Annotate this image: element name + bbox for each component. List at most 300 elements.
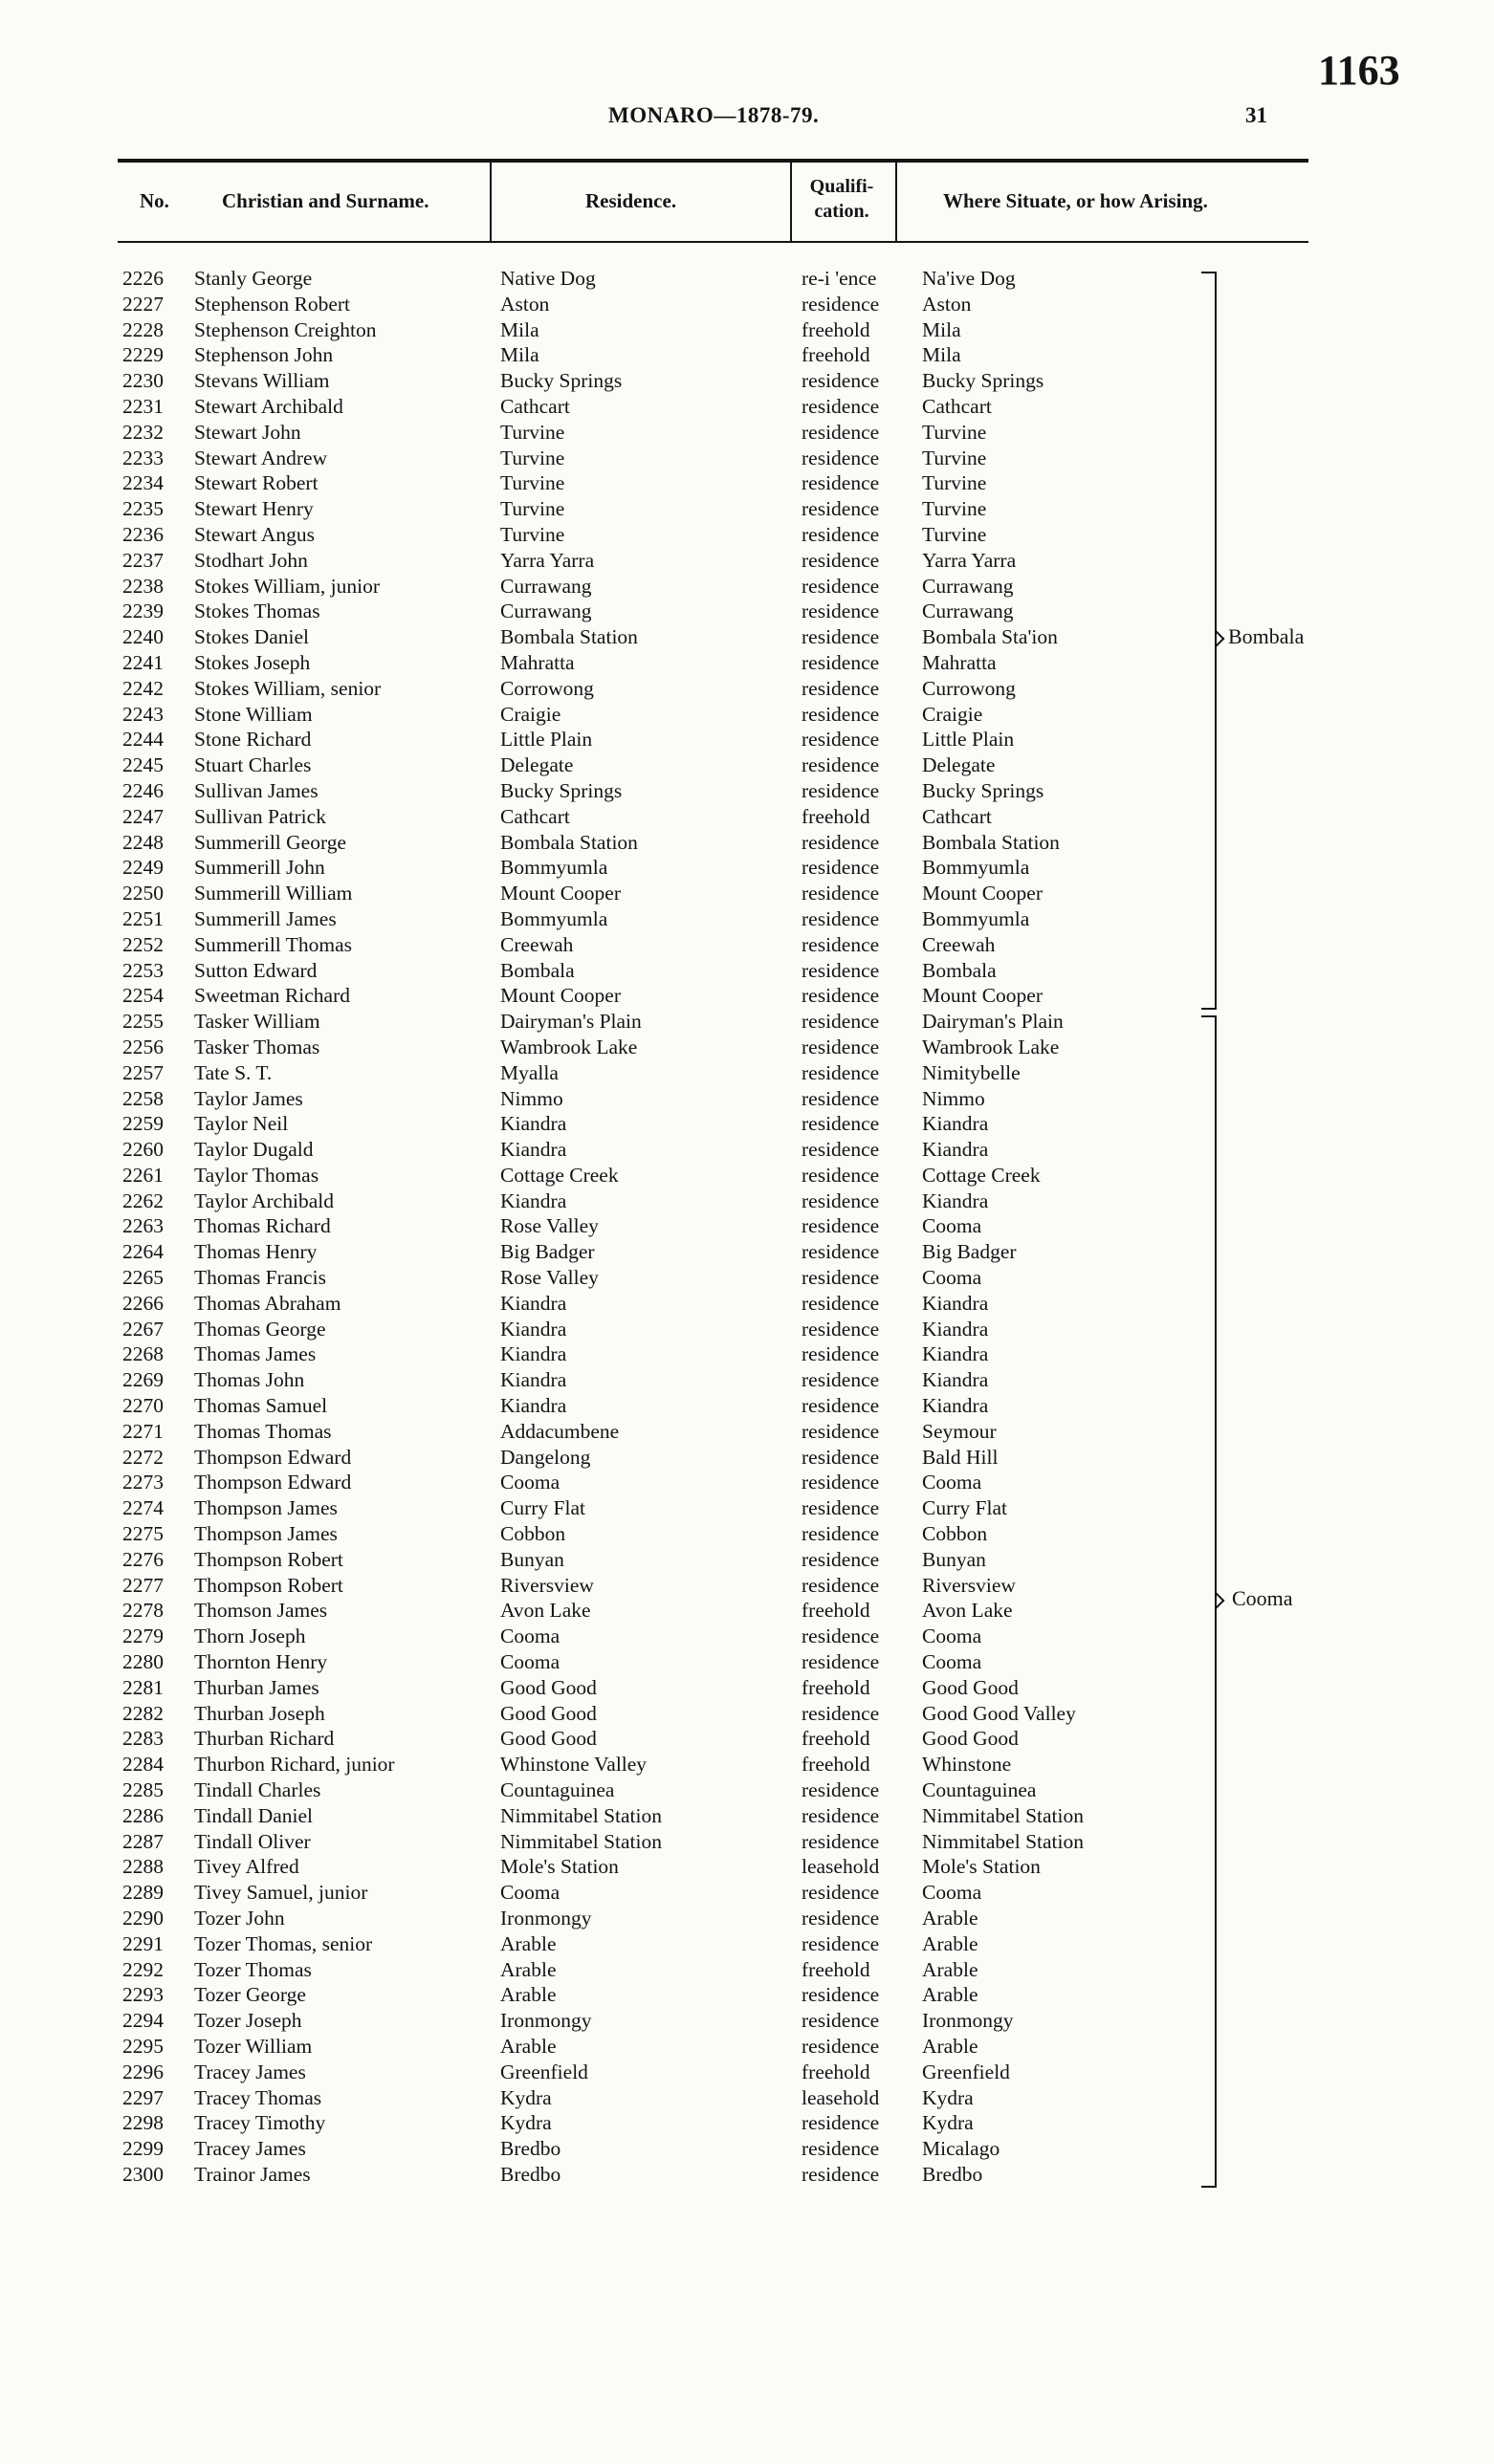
entry-number: 2293 xyxy=(122,1983,164,2007)
entry-number: 2266 xyxy=(122,1291,164,1315)
entry-number: 2228 xyxy=(122,317,164,341)
entry-qualification: residence xyxy=(802,1983,880,2007)
entry-name: Stephenson Creighton xyxy=(194,317,377,341)
entry-name: Summerill George xyxy=(194,830,347,854)
entry-name: Tracey Timothy xyxy=(194,2111,326,2135)
entry-where-situate: Craigie xyxy=(922,702,983,726)
table-row xyxy=(0,1419,1494,1445)
entry-qualification: residence xyxy=(802,1907,880,1930)
table-row xyxy=(0,1137,1494,1163)
table-row xyxy=(0,292,1494,317)
entry-name: Stevans William xyxy=(194,369,330,393)
entry-name: Tindall Oliver xyxy=(194,1829,311,1853)
entry-where-situate: Little Plain xyxy=(922,728,1015,752)
entry-number: 2267 xyxy=(122,1317,164,1341)
entry-name: Stephenson Robert xyxy=(194,292,351,316)
entry-residence: Kiandra xyxy=(500,1394,567,1418)
column-header-name: Christian and Surname. xyxy=(222,189,429,212)
table-row xyxy=(0,1906,1494,1931)
entry-where-situate: Good Good xyxy=(922,1727,1019,1751)
entry-qualification: residence xyxy=(802,1291,880,1315)
entry-qualification: residence xyxy=(802,292,880,316)
entry-residence: Cooma xyxy=(500,1881,560,1905)
entry-number: 2297 xyxy=(122,2085,164,2109)
entry-number: 2246 xyxy=(122,778,164,802)
entry-residence: Big Badger xyxy=(500,1240,595,1264)
entry-name: Tindall Daniel xyxy=(194,1803,314,1827)
entry-residence: Avon Lake xyxy=(500,1599,591,1623)
entry-name: Thorn Joseph xyxy=(194,1624,306,1648)
entry-where-situate: Arable xyxy=(922,1931,978,1955)
entry-residence: Good Good xyxy=(500,1675,597,1699)
entry-residence: Kiandra xyxy=(500,1291,567,1315)
entry-where-situate: Nimmitabel Station xyxy=(922,1829,1084,1853)
entry-residence: Creewah xyxy=(500,932,574,956)
entry-residence: Kiandra xyxy=(500,1188,567,1212)
entry-qualification: residence xyxy=(802,1624,880,1648)
entry-qualification: residence xyxy=(802,1573,880,1597)
table-row xyxy=(0,1009,1494,1035)
entry-number: 2237 xyxy=(122,548,164,572)
table-row xyxy=(0,574,1494,600)
entry-name: Stewart John xyxy=(194,420,301,444)
entry-residence: Dangelong xyxy=(500,1445,591,1469)
entry-where-situate: Mount Cooper xyxy=(922,882,1044,905)
entry-number: 2262 xyxy=(122,1188,164,1212)
entry-residence: Aston xyxy=(500,292,550,316)
entry-number: 2261 xyxy=(122,1163,164,1187)
entry-residence: Greenfield xyxy=(500,2060,588,2083)
table-row xyxy=(0,1393,1494,1419)
entry-name: Thomas Francis xyxy=(194,1266,326,1290)
entry-name: Stokes Thomas xyxy=(194,600,320,623)
entry-residence: Cottage Creek xyxy=(500,1163,619,1187)
entry-name: Tozer Thomas, senior xyxy=(194,1931,373,1955)
entry-number: 2233 xyxy=(122,446,164,469)
entry-name: Summerill William xyxy=(194,882,353,905)
entry-where-situate: Greenfield xyxy=(922,2060,1010,2083)
entry-qualification: residence xyxy=(802,1701,880,1725)
entry-residence: Riversview xyxy=(500,1573,594,1597)
table-row xyxy=(0,1111,1494,1137)
entry-qualification: residence xyxy=(802,446,880,469)
entry-number: 2254 xyxy=(122,984,164,1008)
entry-residence: Corrowong xyxy=(500,676,594,700)
entry-name: Stodhart John xyxy=(194,548,308,572)
entry-qualification: leasehold xyxy=(802,1855,880,1879)
entry-where-situate: Cottage Creek xyxy=(922,1163,1041,1187)
entry-name: Thomson James xyxy=(194,1599,328,1623)
entry-where-situate: Countaguinea xyxy=(922,1778,1037,1802)
entry-name: Tozer Joseph xyxy=(194,2009,302,2033)
table-row xyxy=(0,727,1494,752)
entry-qualification: residence xyxy=(802,1394,880,1418)
entry-qualification: residence xyxy=(802,1138,880,1162)
entry-where-situate: Bommyumla xyxy=(922,906,1030,930)
entry-name: Stokes Daniel xyxy=(194,625,310,649)
table-row xyxy=(0,1470,1494,1495)
entry-number: 2292 xyxy=(122,1957,164,1981)
entry-qualification: residence xyxy=(802,1496,880,1520)
entry-where-situate: Bald Hill xyxy=(922,1445,999,1469)
entry-qualification: residence xyxy=(802,574,880,598)
entry-where-situate: Wambrook Lake xyxy=(922,1035,1060,1058)
entry-number: 2291 xyxy=(122,1931,164,1955)
entry-qualification: leasehold xyxy=(802,2085,880,2109)
entry-number: 2226 xyxy=(122,267,164,290)
table-row xyxy=(0,1649,1494,1675)
entry-where-situate: Mount Cooper xyxy=(922,984,1044,1008)
entry-name: Thomas Henry xyxy=(194,1240,318,1264)
entry-residence: Native Dog xyxy=(500,267,596,290)
entry-name: Thompson Edward xyxy=(194,1445,352,1469)
entry-residence: Ironmongy xyxy=(500,2009,592,2033)
entry-qualification: re-i 'ence xyxy=(802,267,877,290)
entry-qualification: residence xyxy=(802,548,880,572)
entry-residence: Kiandra xyxy=(500,1342,567,1366)
entry-name: Stokes Joseph xyxy=(194,650,311,674)
entry-residence: Mount Cooper xyxy=(500,882,622,905)
table-row xyxy=(0,1982,1494,2008)
page-number: 1163 xyxy=(1318,47,1400,94)
table-row xyxy=(0,1213,1494,1239)
entry-residence: Bucky Springs xyxy=(500,778,623,802)
entry-residence: Ironmongy xyxy=(500,1907,592,1930)
entry-residence: Arable xyxy=(500,2034,557,2058)
entry-where-situate: Cobbon xyxy=(922,1522,988,1546)
entry-residence: Mole's Station xyxy=(500,1855,619,1879)
entry-name: Tasker Thomas xyxy=(194,1035,320,1058)
entry-qualification: residence xyxy=(802,728,880,752)
entry-residence: Kiandra xyxy=(500,1317,567,1341)
entry-number: 2268 xyxy=(122,1342,164,1366)
entry-where-situate: Yarra Yarra xyxy=(922,548,1017,572)
entry-where-situate: Dairyman's Plain xyxy=(922,1010,1064,1034)
entry-where-situate: Cooma xyxy=(922,1881,982,1905)
table-row xyxy=(0,881,1494,906)
entry-residence: Nimmitabel Station xyxy=(500,1803,662,1827)
entry-where-situate: Aston xyxy=(922,292,972,316)
entry-qualification: residence xyxy=(802,625,880,649)
entry-where-situate: Mahratta xyxy=(922,650,997,674)
column-divider xyxy=(490,163,492,241)
entry-qualification: freehold xyxy=(802,343,870,367)
entry-residence: Bommyumla xyxy=(500,906,608,930)
entry-residence: Mount Cooper xyxy=(500,984,622,1008)
entry-name: Summerill John xyxy=(194,856,325,880)
entry-qualification: residence xyxy=(802,1342,880,1366)
entry-number: 2270 xyxy=(122,1394,164,1418)
entry-name: Stone Richard xyxy=(194,728,312,752)
entry-name: Tozer John xyxy=(194,1907,285,1930)
entry-number: 2277 xyxy=(122,1573,164,1597)
table-row xyxy=(0,1854,1494,1880)
entry-name: Tracey Thomas xyxy=(194,2085,322,2109)
table-row xyxy=(0,342,1494,368)
entry-number: 2280 xyxy=(122,1650,164,1674)
table-row xyxy=(0,496,1494,522)
table-row xyxy=(0,830,1494,856)
entry-qualification: residence xyxy=(802,1112,880,1136)
entry-residence: Rose Valley xyxy=(500,1214,599,1238)
entry-residence: Cathcart xyxy=(500,804,570,828)
entry-residence: Bunyan xyxy=(500,1547,564,1571)
entry-qualification: residence xyxy=(802,2162,880,2186)
entry-qualification: residence xyxy=(802,2137,880,2161)
entry-residence: Dairyman's Plain xyxy=(500,1010,642,1034)
entry-number: 2265 xyxy=(122,1266,164,1290)
entry-qualification: residence xyxy=(802,497,880,521)
entry-number: 2278 xyxy=(122,1599,164,1623)
entry-qualification: residence xyxy=(802,2034,880,2058)
entry-name: Stokes William, junior xyxy=(194,574,381,598)
entry-where-situate: Turvine xyxy=(922,446,987,469)
entry-qualification: residence xyxy=(802,1086,880,1110)
entry-residence: Yarra Yarra xyxy=(500,548,595,572)
entry-residence: Kiandra xyxy=(500,1138,567,1162)
entry-where-situate: Bunyan xyxy=(922,1547,986,1571)
entry-qualification: residence xyxy=(802,702,880,726)
entry-name: Stewart Angus xyxy=(194,522,316,546)
table-row xyxy=(0,1547,1494,1573)
entry-where-situate: Currowong xyxy=(922,676,1016,700)
entry-residence: Bombala Station xyxy=(500,625,638,649)
entry-qualification: residence xyxy=(802,1035,880,1058)
entry-number: 2294 xyxy=(122,2009,164,2033)
entry-number: 2258 xyxy=(122,1086,164,1110)
entry-name: Stewart Andrew xyxy=(194,446,328,469)
entry-number: 2298 xyxy=(122,2111,164,2135)
entry-residence: Turvine xyxy=(500,522,565,546)
entry-name: Thomas James xyxy=(194,1342,317,1366)
entry-number: 2273 xyxy=(122,1471,164,1494)
entry-number: 2249 xyxy=(122,856,164,880)
entry-qualification: residence xyxy=(802,1445,880,1469)
entry-where-situate: Good Good xyxy=(922,1675,1019,1699)
entry-name: Thompson Edward xyxy=(194,1471,352,1494)
entry-where-situate: Turvine xyxy=(922,497,987,521)
entry-where-situate: Bombala xyxy=(922,958,997,982)
entry-number: 2269 xyxy=(122,1368,164,1392)
column-header-qualification xyxy=(798,174,886,224)
column-header-qualification-line2: cation. xyxy=(814,201,869,222)
table-row xyxy=(0,1495,1494,1521)
entry-number: 2276 xyxy=(122,1547,164,1571)
entry-name: Stanly George xyxy=(194,267,313,290)
table-row xyxy=(0,368,1494,394)
table-row xyxy=(0,446,1494,471)
table-row xyxy=(0,317,1494,343)
entry-residence: Currawang xyxy=(500,574,592,598)
entry-qualification: freehold xyxy=(802,2060,870,2083)
table-row xyxy=(0,1060,1494,1086)
entry-qualification: residence xyxy=(802,1931,880,1955)
entry-number: 2229 xyxy=(122,343,164,367)
entry-residence: Little Plain xyxy=(500,728,593,752)
entry-where-situate: Delegate xyxy=(922,753,996,777)
entry-name: Tracey James xyxy=(194,2137,306,2161)
entry-name: Sullivan Patrick xyxy=(194,804,326,828)
entry-residence: Good Good xyxy=(500,1727,597,1751)
entry-qualification: residence xyxy=(802,676,880,700)
entry-name: Summerill Thomas xyxy=(194,932,353,956)
entry-number: 2259 xyxy=(122,1112,164,1136)
entry-number: 2248 xyxy=(122,830,164,854)
entry-name: Thurban James xyxy=(194,1675,319,1699)
entry-number: 2284 xyxy=(122,1753,164,1777)
entry-qualification: residence xyxy=(802,1060,880,1084)
entry-residence: Turvine xyxy=(500,471,565,495)
entry-residence: Arable xyxy=(500,1931,557,1955)
entry-residence: Arable xyxy=(500,1983,557,2007)
entry-name: Thurban Joseph xyxy=(194,1701,325,1725)
entry-number: 2244 xyxy=(122,728,164,752)
entry-qualification: residence xyxy=(802,932,880,956)
entry-residence: Cooma xyxy=(500,1624,560,1648)
entry-number: 2232 xyxy=(122,420,164,444)
entry-qualification: residence xyxy=(802,1778,880,1802)
entry-number: 2252 xyxy=(122,932,164,956)
entry-where-situate: Turvine xyxy=(922,522,987,546)
entry-where-situate: Kiandra xyxy=(922,1291,989,1315)
entry-name: Summerill James xyxy=(194,906,337,930)
table-row xyxy=(0,932,1494,958)
entry-name: Taylor Thomas xyxy=(194,1163,319,1187)
table-row xyxy=(0,1777,1494,1803)
entry-residence: Currawang xyxy=(500,600,592,623)
entry-qualification: residence xyxy=(802,1266,880,1290)
entry-number: 2231 xyxy=(122,394,164,418)
entry-residence: Nimmitabel Station xyxy=(500,1829,662,1853)
entry-residence: Kiandra xyxy=(500,1112,567,1136)
entry-where-situate: Kiandra xyxy=(922,1317,989,1341)
table-row xyxy=(0,1880,1494,1906)
entry-residence: Myalla xyxy=(500,1060,559,1084)
table-row xyxy=(0,1341,1494,1367)
entry-qualification: residence xyxy=(802,1240,880,1264)
column-header-qualification-line1: Qualifi- xyxy=(809,176,874,197)
entry-number: 2286 xyxy=(122,1803,164,1827)
entry-name: Taylor Neil xyxy=(194,1112,289,1136)
table-row xyxy=(0,1624,1494,1649)
entry-residence: Bredbo xyxy=(500,2137,561,2161)
entry-residence: Delegate xyxy=(500,753,574,777)
entry-where-situate: Cathcart xyxy=(922,804,992,828)
entry-where-situate: Arable xyxy=(922,1983,978,2007)
entry-where-situate: Na'ive Dog xyxy=(922,267,1016,290)
table-row xyxy=(0,2008,1494,2034)
table-row xyxy=(0,1701,1494,1727)
entry-where-situate: Mila xyxy=(922,343,961,367)
entry-qualification: residence xyxy=(802,1471,880,1494)
entry-name: Thompson James xyxy=(194,1522,338,1546)
entry-residence: Arable xyxy=(500,1957,557,1981)
entry-name: Sweetman Richard xyxy=(194,984,350,1008)
entry-qualification: residence xyxy=(802,1419,880,1443)
entry-name: Tracey James xyxy=(194,2060,306,2083)
entry-where-situate: Ironmongy xyxy=(922,2009,1014,2033)
entry-qualification: freehold xyxy=(802,1599,870,1623)
entry-where-situate: Bombala Station xyxy=(922,830,1060,854)
entry-where-situate: Nimmo xyxy=(922,1086,985,1110)
table-row xyxy=(0,702,1494,728)
entry-qualification: residence xyxy=(802,984,880,1008)
entry-residence: Kiandra xyxy=(500,1368,567,1392)
entry-number: 2275 xyxy=(122,1522,164,1546)
table-row xyxy=(0,1163,1494,1188)
entry-name: Thurban Richard xyxy=(194,1727,335,1751)
entry-where-situate: Big Badger xyxy=(922,1240,1017,1264)
entry-qualification: residence xyxy=(802,1214,880,1238)
entry-residence: Bombala xyxy=(500,958,575,982)
table-row xyxy=(0,2085,1494,2111)
table-row xyxy=(0,1726,1494,1752)
entry-where-situate: Bommyumla xyxy=(922,856,1030,880)
entry-number: 2287 xyxy=(122,1829,164,1853)
entry-where-situate: Kiandra xyxy=(922,1368,989,1392)
entry-residence: Wambrook Lake xyxy=(500,1035,638,1058)
entry-where-situate: Kiandra xyxy=(922,1138,989,1162)
column-divider xyxy=(790,163,792,241)
entry-residence: Cobbon xyxy=(500,1522,566,1546)
entry-where-situate: Kydra xyxy=(922,2085,974,2109)
entry-where-situate: Seymour xyxy=(922,1419,997,1443)
entry-residence: Turvine xyxy=(500,446,565,469)
entry-qualification: residence xyxy=(802,600,880,623)
entry-residence: Mahratta xyxy=(500,650,575,674)
entry-number: 2296 xyxy=(122,2060,164,2083)
table-row xyxy=(0,906,1494,932)
entry-name: Thomas John xyxy=(194,1368,305,1392)
entry-number: 2272 xyxy=(122,1445,164,1469)
table-row xyxy=(0,1265,1494,1291)
entry-qualification: residence xyxy=(802,882,880,905)
entry-qualification: residence xyxy=(802,650,880,674)
entry-number: 2281 xyxy=(122,1675,164,1699)
entry-where-situate: Kiandra xyxy=(922,1342,989,1366)
entry-name: Tozer William xyxy=(194,2034,313,2058)
entry-name: Thompson Robert xyxy=(194,1547,343,1571)
entry-where-situate: Kydra xyxy=(922,2111,974,2135)
entry-where-situate: Arable xyxy=(922,1907,978,1930)
entry-number: 2242 xyxy=(122,676,164,700)
entry-residence: Curry Flat xyxy=(500,1496,585,1520)
entry-where-situate: Kiandra xyxy=(922,1188,989,1212)
entry-number: 2234 xyxy=(122,471,164,495)
table-row xyxy=(0,1291,1494,1317)
entry-name: Trainor James xyxy=(194,2162,311,2186)
entry-residence: Bombala Station xyxy=(500,830,638,854)
entry-qualification: freehold xyxy=(802,1675,870,1699)
entry-number: 2290 xyxy=(122,1907,164,1930)
table-row xyxy=(0,983,1494,1009)
entry-where-situate: Good Good Valley xyxy=(922,1701,1076,1725)
entry-where-situate: Arable xyxy=(922,2034,978,2058)
entry-number: 2295 xyxy=(122,2034,164,2058)
entry-number: 2271 xyxy=(122,1419,164,1443)
entry-number: 2235 xyxy=(122,497,164,521)
entry-name: Taylor Archibald xyxy=(194,1188,334,1212)
entry-name: Taylor Dugald xyxy=(194,1138,314,1162)
entry-where-situate: Currawang xyxy=(922,574,1014,598)
entry-number: 2250 xyxy=(122,882,164,905)
header-rule-top xyxy=(118,159,1308,163)
entry-where-situate: Cooma xyxy=(922,1624,982,1648)
table-row xyxy=(0,778,1494,804)
table-row xyxy=(0,1086,1494,1112)
entry-qualification: residence xyxy=(802,522,880,546)
entry-where-situate: Kiandra xyxy=(922,1112,989,1136)
